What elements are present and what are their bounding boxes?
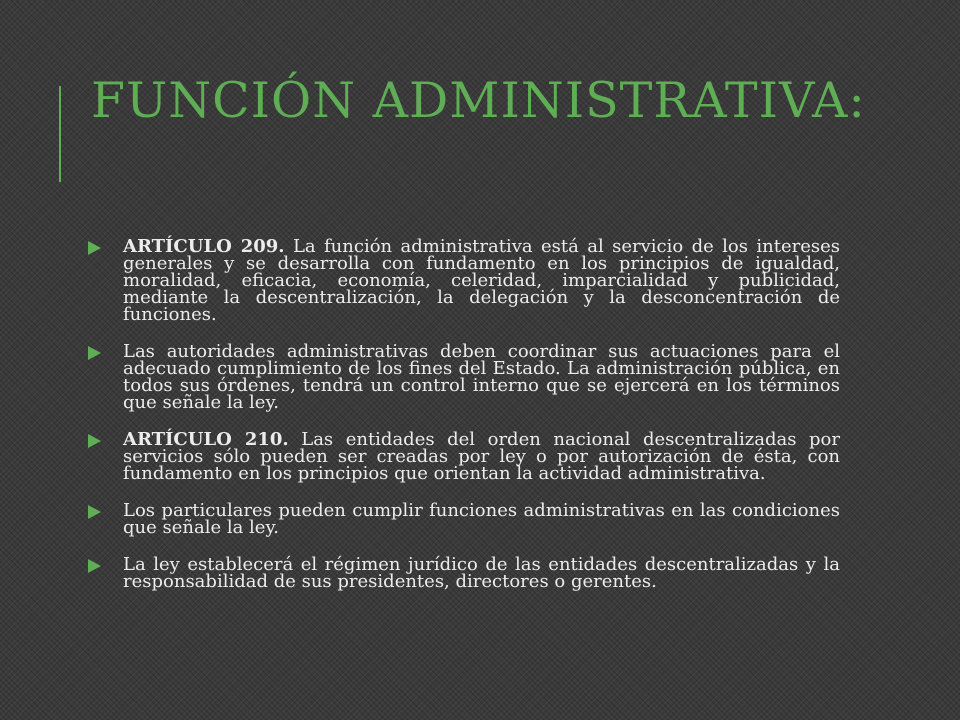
triangle-bullet-icon <box>88 241 101 255</box>
title-accent-bar <box>59 86 61 182</box>
bullet-text: Las autoridades administrativas deben coordinar sus actuaciones para el adecuado cumplimiento de los fines del Estado. La administración pública, en todos sus órdenes, tendrá un control interno que se ejercerá en los términos que señale la ley. <box>123 341 840 413</box>
triangle-bullet-icon <box>88 505 101 519</box>
slide-title: FUNCIÓN ADMINISTRATIVA: <box>91 72 866 129</box>
bullet-article-210 <box>88 431 840 482</box>
triangle-bullet-icon <box>88 559 101 573</box>
bullet-text: La ley establecerá el régimen jurídico de las entidades descentralizadas y la responsabilidad de sus presidentes, directores o gerentes. <box>123 554 840 592</box>
bullet-list <box>88 238 840 610</box>
bullet-regimen-juridico <box>88 556 840 590</box>
bullet-text: Las entidades del orden nacional descentralizadas por servicios sólo pueden ser creadas por ley o por autorización de ésta, con fundamento en los principios que orientan la actividad administrativa. <box>123 429 840 484</box>
bullet-particulares <box>88 502 840 536</box>
bullet-text: La función administrativa está al servicio de los intereses generales y se desarrolla con fundamento en los principios de igualdad, moralidad, eficacia, economía, celeridad, imparcialidad y publicidad, mediante la descentralización, la delegación y la desconcentración de funciones. <box>123 236 841 325</box>
bullet-article-209 <box>88 238 840 323</box>
bullet-autoridades <box>88 343 840 411</box>
triangle-bullet-icon <box>88 346 101 360</box>
bullet-lead: ARTÍCULO 209. <box>123 236 285 257</box>
bullet-lead: ARTÍCULO 210. <box>123 429 289 450</box>
bullet-text: Los particulares pueden cumplir funciones administrativas en las condiciones que señale la ley. <box>123 500 840 538</box>
triangle-bullet-icon <box>88 434 101 448</box>
